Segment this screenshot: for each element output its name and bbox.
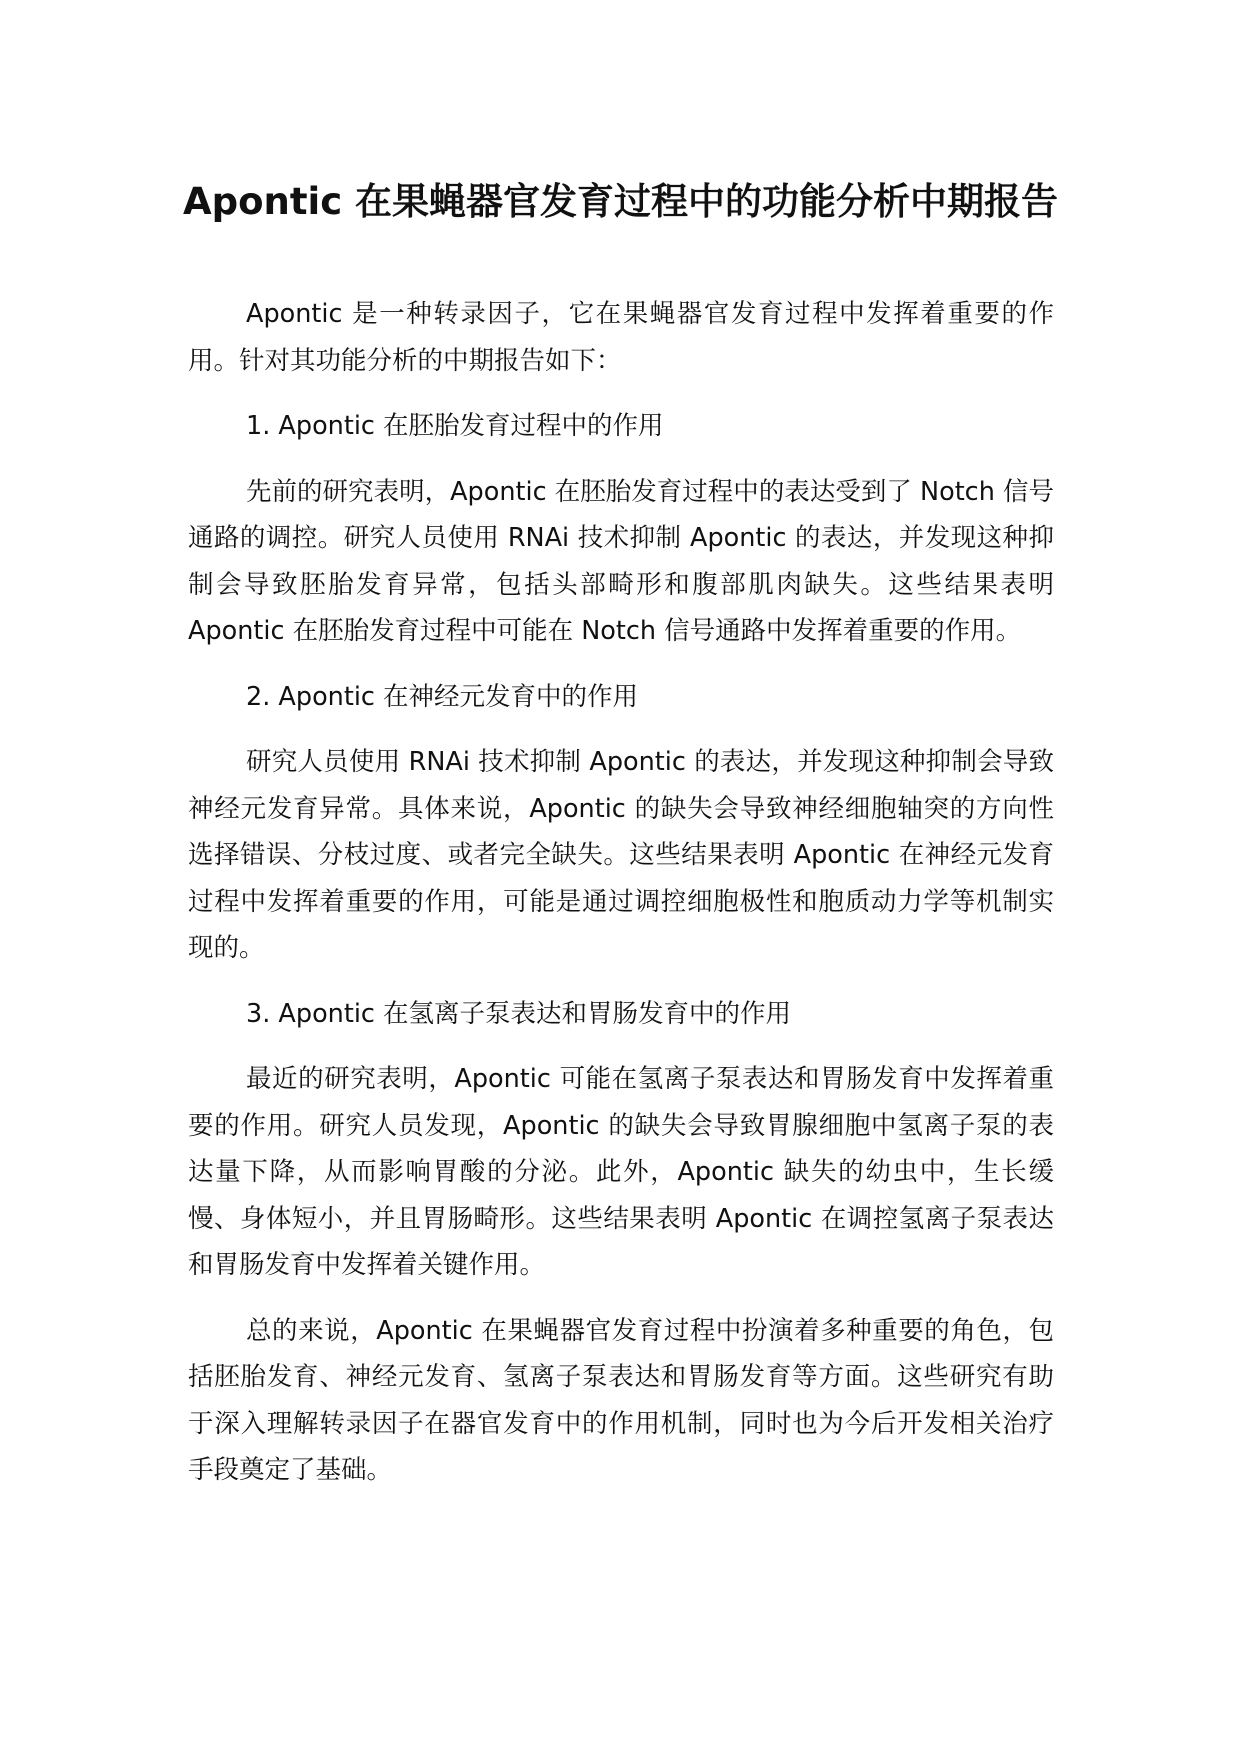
section-1-heading: 1. Apontic 在胚胎发育过程中的作用 <box>246 411 664 441</box>
section-2-paragraph: 研究人员使用 RNAi 技术抑制 Apontic 的表达，并发现这种抑制会导致神经元发育异常。具体来说，Apontic 的缺失会导致神经细胞轴突的方向性选择错误、分枝过度、或者完全缺失。这些结果表明 Apontic 在神经元发育过程中发挥着重要的作用，可能是通过调控细胞极性和胞质动力学等机制实现的。 <box>188 747 1054 963</box>
section-1-paragraph: 先前的研究表明，Apontic 在胚胎发育过程中的表达受到了 Notch 信号通路的调控。研究人员使用 RNAi 技术抑制 Apontic 的表达，并发现这种抑制会导致胚胎发育异常，包括头部畸形和腹部肌肉缺失。这些结果表明 Apontic 在胚胎发育过程中可能在 Notch 信号通路中发挥着重要的作用。 <box>188 476 1054 646</box>
section-3-paragraph: 最近的研究表明，Apontic 可能在氢离子泵表达和胃肠发育中发挥着重要的作用。研究人员发现，Apontic 的缺失会导致胃腺细胞中氢离子泵的表达量下降，从而影响胃酸的分泌。此外，Apontic 缺失的幼虫中，生长缓慢、身体短小，并且胃肠畸形。这些结果表明 Apontic 在调控氢离子泵表达和胃肠发育中发挥着关键作用。 <box>188 1064 1054 1280</box>
intro-paragraph: Apontic 是一种转录因子，它在果蝇器官发育过程中发挥着重要的作用。针对其功能分析的中期报告如下： <box>188 299 1054 376</box>
section-3-heading: 3. Apontic 在氢离子泵表达和胃肠发育中的作用 <box>246 998 792 1029</box>
section-2-heading: 2. Apontic 在神经元发育中的作用 <box>246 681 639 712</box>
document-body <box>188 291 1054 1513</box>
document-title: Apontic 在果蝇器官发育过程中的功能分析中期报告 <box>182 180 1059 223</box>
conclusion-paragraph: 总的来说，Apontic 在果蝇器官发育过程中扮演着多种重要的角色，包括胚胎发育、神经元发育、氢离子泵表达和胃肠发育等方面。这些研究有助于深入理解转录因子在器官发育中的作用机制，同时也为今后开发相关治疗手段奠定了基础。 <box>188 1315 1054 1485</box>
